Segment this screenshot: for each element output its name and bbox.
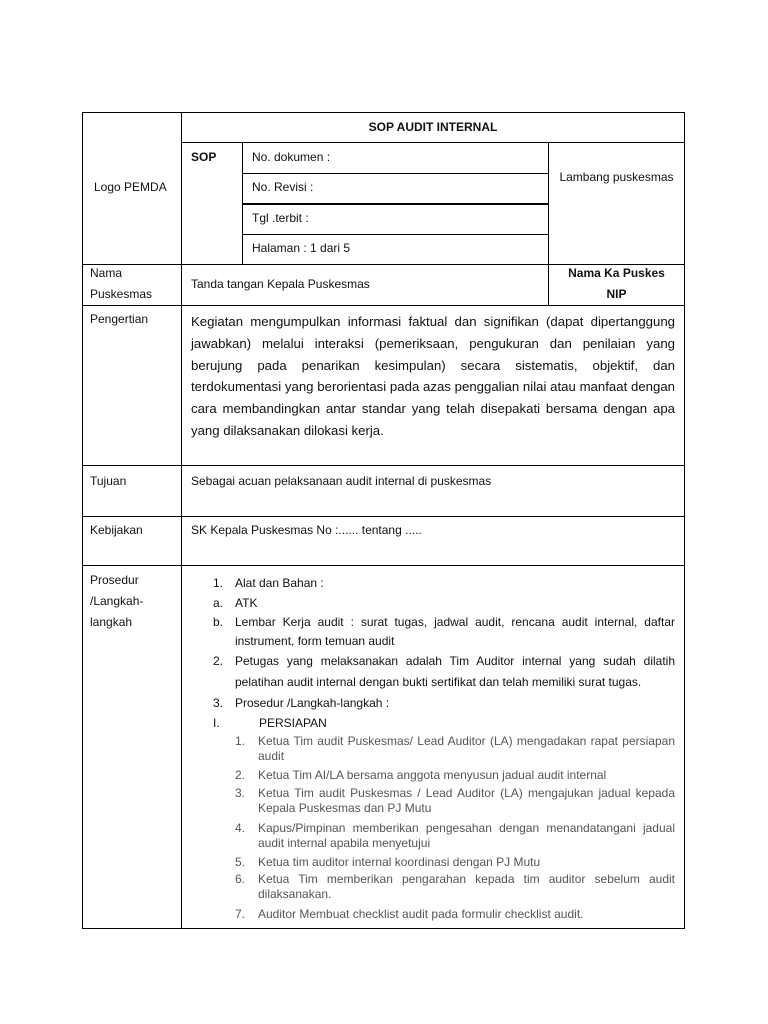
list-marker: 5.	[235, 855, 246, 869]
list-text: Auditor Membuat checklist audit pada formulir checklist audit.	[258, 907, 584, 921]
list-item	[235, 907, 675, 924]
list-item	[235, 872, 675, 907]
list-text: Ketua Tim audit Puskesmas / Lead Auditor (LA) mengajukan jadual kepada Kepala Puskesmas dan PJ Mutu	[258, 786, 675, 815]
list-text: Petugas yang melaksanakan adalah Tim Auditor internal yang sudah dilatih pelatihan audit internal dengan bukti sertifikat dan telah memiliki surat tugas.	[235, 654, 675, 689]
persiapan-steps	[235, 734, 675, 924]
list-text: Ketua tim auditor internal koordinasi dengan PJ Mutu	[258, 855, 541, 869]
list-marker: 7.	[235, 907, 246, 921]
field-halaman: Halaman : 1 dari 5	[252, 241, 351, 255]
head-name-label: Nama Ka Puskes	[568, 266, 665, 280]
table-border	[242, 203, 548, 205]
prosedur-label-line3: langkah	[90, 615, 133, 629]
list-marker: 1.	[213, 576, 224, 590]
list-marker: 3.	[213, 696, 224, 710]
pengertian-text: Kegiatan mengumpulkan informasi faktual dan signifikan (dapat dipertanggung jawabkan) melalui interaksi (pemeriksaan, pengukuran dan penilaian yang berujung pada penarikan kesimpulan) secara sistematis, objektif, dan terdokumentasi yang berorientasi pada azas penggalian nilai atau manfaat dengan cara membandingkan antar standar yang telah disepakati bersama dengan apa yang dilaksanakan dilokasi kerja.	[191, 314, 675, 438]
list-item	[235, 786, 675, 821]
sop-document	[82, 112, 685, 929]
list-text: Kapus/Pimpinan memberikan pengesahan dengan menandatangani jadual audit internal apabila menyetujui	[258, 821, 675, 850]
signature-field: Tanda tangan Kepala Puskesmas	[191, 277, 370, 291]
table-border	[181, 142, 685, 143]
list-text: Ketua Tim audit Puskesmas/ Lead Auditor (LA) mengadakan rapat persiapan audit	[258, 734, 675, 763]
table-border	[181, 112, 182, 929]
table-border	[82, 928, 685, 929]
list-item	[213, 573, 675, 593]
prosedur-list	[213, 573, 675, 733]
head-nip-label: NIP	[606, 287, 627, 301]
field-no-revisi: No. Revisi :	[252, 180, 314, 194]
table-border	[82, 465, 685, 466]
nama-puskesmas-label-line1: Nama	[90, 266, 123, 280]
table-border	[684, 112, 685, 929]
list-marker: 2.	[235, 768, 246, 782]
tujuan-label: Tujuan	[90, 474, 127, 488]
tujuan-text: Sebagai acuan pelaksanaan audit internal di puskesmas	[191, 474, 492, 488]
list-item	[213, 593, 675, 613]
list-text: Ketua Tim memberikan pengarahan kepada tim auditor sebelum audit dilaksanakan.	[258, 872, 675, 901]
list-text: Lembar Kerja audit : surat tugas, jadwal audit, rencana audit internal, daftar instrument, form temuan audit	[235, 615, 675, 648]
list-marker: 2.	[213, 654, 224, 668]
table-border	[242, 173, 548, 174]
list-marker: b.	[213, 615, 224, 629]
list-text: Alat dan Bahan :	[235, 576, 324, 590]
list-item	[235, 821, 675, 855]
kebijakan-label: Kebijakan	[90, 523, 143, 537]
list-item	[213, 613, 675, 651]
table-border	[242, 234, 548, 235]
table-border	[82, 305, 685, 306]
list-item	[235, 855, 675, 872]
prosedur-label-line1: Prosedur	[90, 573, 139, 587]
pengertian-label: Pengertian	[90, 312, 149, 326]
lambang-puskesmas-placeholder: Lambang puskesmas	[559, 170, 674, 184]
list-marker: a.	[213, 596, 224, 610]
list-item	[213, 693, 675, 713]
prosedur-label-line2: /Langkah-	[90, 594, 144, 608]
table-border	[82, 565, 685, 566]
field-tgl-terbit: Tgl .terbit :	[252, 211, 309, 225]
list-text: Prosedur /Langkah-langkah :	[235, 696, 390, 710]
list-text: PERSIAPAN	[259, 716, 327, 730]
sop-label: SOP	[191, 150, 217, 164]
list-item	[213, 713, 675, 733]
table-border	[82, 516, 685, 517]
list-item	[235, 734, 675, 768]
list-marker: 1.	[235, 734, 246, 748]
table-border	[82, 112, 83, 929]
list-marker: I.	[213, 716, 220, 730]
list-item	[235, 768, 675, 786]
list-text: Ketua Tim AI/LA bersama anggota menyusun jadual audit internal	[258, 768, 607, 782]
kebijakan-text: SK Kepala Puskesmas No :...... tentang .....	[191, 523, 422, 537]
field-no-dokumen: No. dokumen :	[252, 150, 331, 164]
list-marker: 3.	[235, 786, 246, 800]
list-marker: 6.	[235, 872, 246, 886]
list-marker: 4.	[235, 821, 246, 835]
document-title: SOP AUDIT INTERNAL	[368, 120, 498, 134]
nama-puskesmas-label-line2: Puskesmas	[90, 287, 153, 301]
list-item	[213, 651, 675, 693]
table-border	[82, 112, 685, 113]
table-border	[82, 264, 685, 265]
logo-pemda-placeholder: Logo PEMDA	[94, 180, 167, 194]
list-text: ATK	[235, 596, 258, 610]
